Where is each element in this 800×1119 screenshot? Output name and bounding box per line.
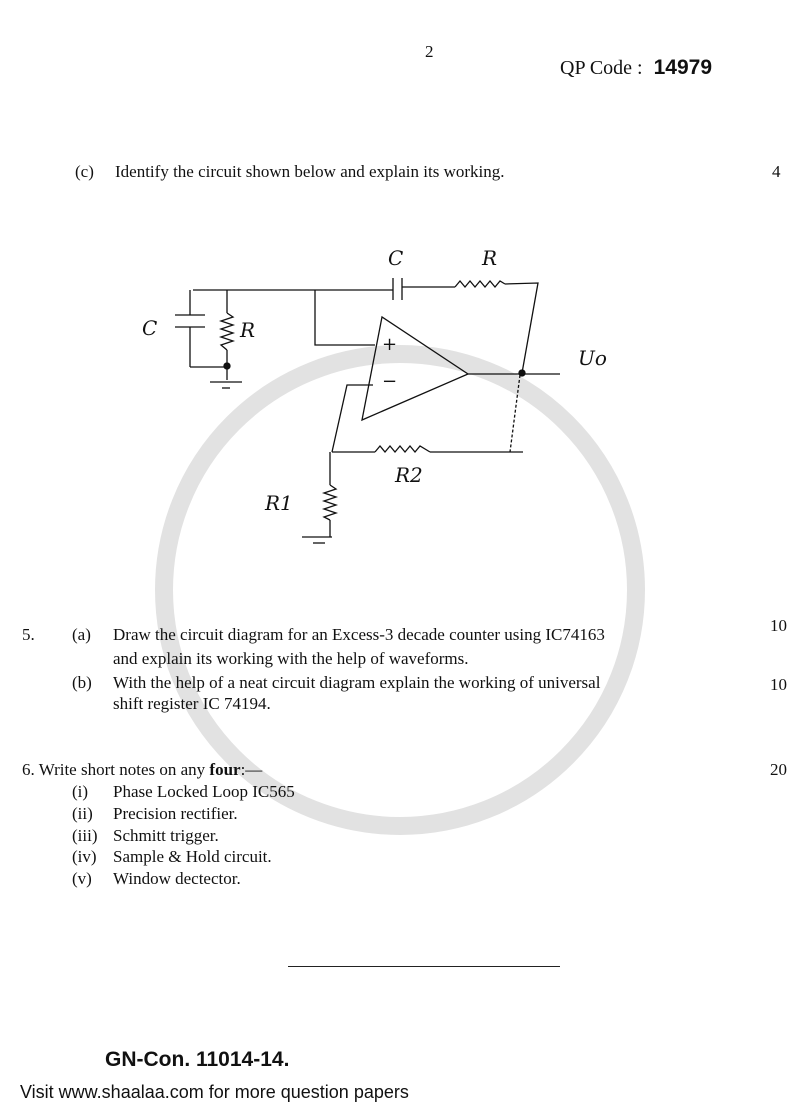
page-number: 2 [425,42,434,61]
label-r1: R1 [265,491,293,515]
q6-item-label: (iv) [72,847,97,866]
label-r-left: R [240,318,256,342]
q6-item-text: Sample & Hold circuit. [113,847,272,866]
q4c-label: (c) [75,162,94,181]
footer-visit: Visit www.shaalaa.com for more question papers [20,1082,409,1102]
resistor-left [221,313,233,350]
resistor-r1 [324,485,336,520]
q5b-marks: 10 [770,675,787,694]
q5a-marks: 10 [770,616,787,635]
q6-item-text: Precision rectifier. [113,804,238,823]
q6-number: 6. [22,760,35,779]
q6-text: Write short notes on any [38,760,210,779]
q6-item-label: (iii) [72,826,98,845]
end-divider [288,966,560,967]
q5b-line2: shift register IC 74194. [113,694,271,713]
q6-text-after: :— [240,760,263,779]
label-plus: + [382,334,398,355]
label-c-top: C [388,246,404,270]
label-output: Uo [578,346,607,370]
q6-heading [22,760,262,780]
q5b-line1: With the help of a neat circuit diagram explain the working of universal [113,673,601,692]
q5a-line2: and explain its working with the help of waveforms. [113,649,469,668]
q4c-marks: 4 [772,162,781,181]
circuit-diagram [130,230,630,560]
q6-item-text: Schmitt trigger. [113,826,219,845]
q6-item-text: Window dectector. [113,869,241,888]
q5b-label: (b) [72,673,92,692]
q5a-line1: Draw the circuit diagram for an Excess-3 decade counter using IC74163 [113,625,605,644]
label-c-left: C [142,316,158,340]
qp-code-value: 14979 [653,56,713,79]
footer-code: GN-Con. 11014-14. [105,1048,290,1071]
q6-marks: 20 [770,760,787,779]
q6-item-label: (ii) [72,804,93,823]
label-r2: R2 [395,463,423,487]
resistor-top [455,281,505,287]
qp-code [560,56,712,80]
label-r-top: R [482,246,498,270]
qp-code-label: QP Code : [560,57,643,79]
q4c-text: Identify the circuit shown below and explain its working. [115,162,505,181]
q5-number: 5. [22,625,35,644]
op-amp [362,317,468,420]
q6-emph: four [209,760,241,779]
q6-item-text: Phase Locked Loop IC565 [113,782,295,801]
q6-item-label: (v) [72,869,92,888]
resistor-r2 [375,446,430,452]
label-minus: − [382,371,398,392]
q6-item-label: (i) [72,782,89,801]
q5a-label: (a) [72,625,91,644]
